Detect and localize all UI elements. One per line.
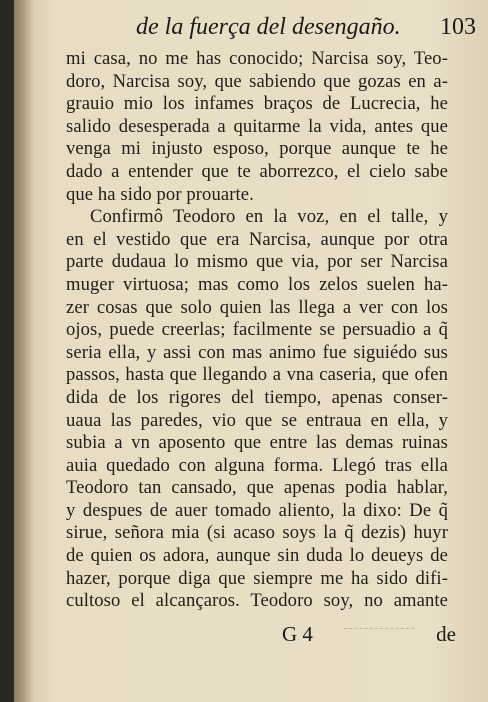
- text-line: dida de los rigores del tiempo, apenas conser-: [66, 386, 448, 408]
- text-line: sirue, señora mia (si acaso soys la q̃ dezis) huyr: [66, 522, 448, 544]
- text-line: seria ella, y assi con mas animo fue siguiédo sus: [66, 341, 448, 363]
- text-line: hazer, porque diga que siempre me ha sido difi-: [66, 567, 448, 589]
- text-line: muger virtuosa; mas como los zelos suelen ha-: [66, 273, 448, 295]
- body-text: [66, 48, 448, 613]
- text-line: salido desesperada a quitarme la vida, antes que: [66, 115, 448, 137]
- text-line: Teodoro tan cansado, que apenas podia hablar,: [66, 477, 448, 499]
- text-line: grauio mio los infames braços de Lucrecia, he: [66, 93, 448, 115]
- page-footer: [66, 622, 456, 652]
- text-line: passos, hasta que llegando a vna caseria, que ofen: [66, 364, 448, 386]
- text-line: en el vestido que era Narcisa, aunque por otra: [66, 228, 448, 250]
- text-line: zer cosas que solo quien las llega a ver con los: [66, 296, 448, 318]
- text-line: doro, Narcisa soy, que sabiendo que gozas en a-: [66, 70, 448, 92]
- running-title: de la fuerça del desengaño.: [136, 14, 401, 40]
- text-line: que ha sido por prouarte.: [66, 183, 254, 205]
- text-line: ojos, puede creerlas; facilmente se persuadio a q̃: [66, 319, 448, 341]
- signature-mark: G 4: [282, 622, 313, 646]
- page-number: 103: [440, 14, 476, 40]
- text-line: dado a entender que te aborrezco, el cielo sabe: [66, 160, 448, 182]
- catchword: de: [436, 622, 456, 646]
- page-header: [136, 14, 476, 44]
- page-gutter-shadow: [14, 0, 34, 702]
- text-line: subia a vn aposento que entre las demas ruinas: [66, 432, 448, 454]
- text-line: de quien os adora, aunque sin duda lo deueys de: [66, 545, 448, 567]
- text-line: cultoso el alcançaros. Teodoro soy, no amante: [66, 590, 448, 612]
- text-line: parte dudaua lo mismo que via, por ser Narcisa: [66, 251, 448, 273]
- text-line: venga mi injusto esposo, porque aunque te he: [66, 138, 448, 160]
- text-line: auia quedado con alguna forma. Llegó tras ella: [66, 454, 448, 476]
- text-line: uaua las paredes, vio que se entraua en ella, y: [66, 409, 448, 431]
- text-line-paragraph-start: Confirmô Teodoro en la voz, en el talle, y: [90, 206, 448, 228]
- text-line: mi casa, no me has conocido; Narcisa soy, Teo-: [66, 48, 448, 69]
- book-page: [14, 0, 488, 702]
- text-line: y despues de auer tomado aliento, la dixo: De q̃: [66, 499, 448, 521]
